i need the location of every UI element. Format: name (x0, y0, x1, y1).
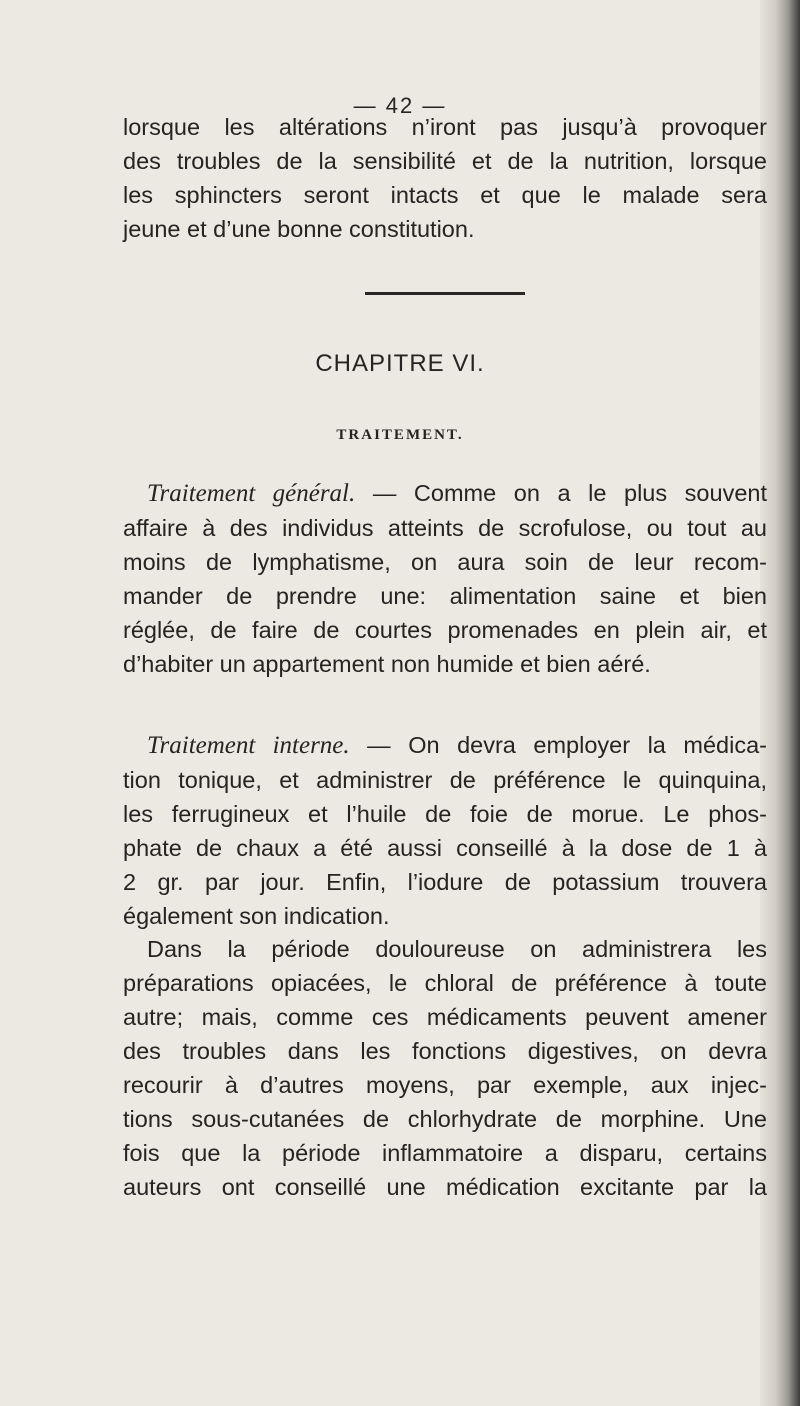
opening-paragraph (123, 110, 767, 246)
text-run: — On devra employer la médica- (349, 732, 767, 758)
text-line: auteurs ont conseillé une médication excitante par la (123, 1174, 767, 1200)
text-line: recourir à d’autres moyens, par exemple, aux injec- (123, 1072, 767, 1098)
painful-period-paragraph (123, 932, 767, 1204)
text-line: autre; mais, comme ces médicaments peuvent amener (123, 1004, 767, 1030)
text-line: lorsque les altérations n’iront pas jusqu’à provoquer (123, 114, 767, 140)
chapter-title: CHAPITRE VI. (315, 350, 485, 377)
text-line (123, 728, 767, 763)
text-run: — Comme on a le plus souvent (355, 480, 767, 506)
text-line: jeune et d’une bonne constitution. (123, 216, 475, 242)
text-line: phate de chaux a été aussi conseillé à la dose de 1 à (123, 835, 767, 861)
page-number: — 42 — (353, 93, 447, 118)
text-line: tion tonique, et administrer de préférence le quinquina, (123, 767, 767, 793)
general-treatment-heading: Traitement général. (147, 480, 356, 507)
section-divider (365, 292, 525, 295)
text-line: réglée, de faire de courtes promenades en plein air, et (123, 617, 767, 643)
general-treatment-paragraph (123, 476, 767, 681)
text-line: également son indication. (123, 903, 390, 929)
text-line: Dans la période douloureuse on administrera les (147, 936, 767, 962)
text-line: des troubles de la sensibilité et de la nutrition, lorsque (123, 148, 767, 174)
text-line: moins de lymphatisme, on aura soin de leur recom- (123, 549, 767, 575)
internal-treatment-paragraph (123, 728, 767, 933)
text-line: fois que la période inflammatoire a disparu, certains (123, 1140, 767, 1166)
text-line: affaire à des individus atteints de scrofulose, ou tout au (123, 515, 767, 541)
section-heading: TRAITEMENT. (336, 427, 464, 443)
text-line: d’habiter un appartement non humide et bien aéré. (123, 651, 651, 677)
text-line: les ferrugineux et l’huile de foie de morue. Le phos- (123, 801, 767, 827)
text-line (123, 476, 767, 511)
text-line: mander de prendre une: alimentation saine et bien (123, 583, 767, 609)
text-line: des troubles dans les fonctions digestives, on devra (123, 1038, 767, 1064)
text-line: 2 gr. par jour. Enfin, l’iodure de potassium trouvera (123, 869, 767, 895)
text-line: les sphincters seront intacts et que le malade sera (123, 182, 767, 208)
internal-treatment-heading: Traitement interne. (147, 732, 350, 759)
text-line: préparations opiacées, le chloral de préférence à toute (123, 970, 767, 996)
text-line: tions sous-cutanées de chlorhydrate de morphine. Une (123, 1106, 767, 1132)
